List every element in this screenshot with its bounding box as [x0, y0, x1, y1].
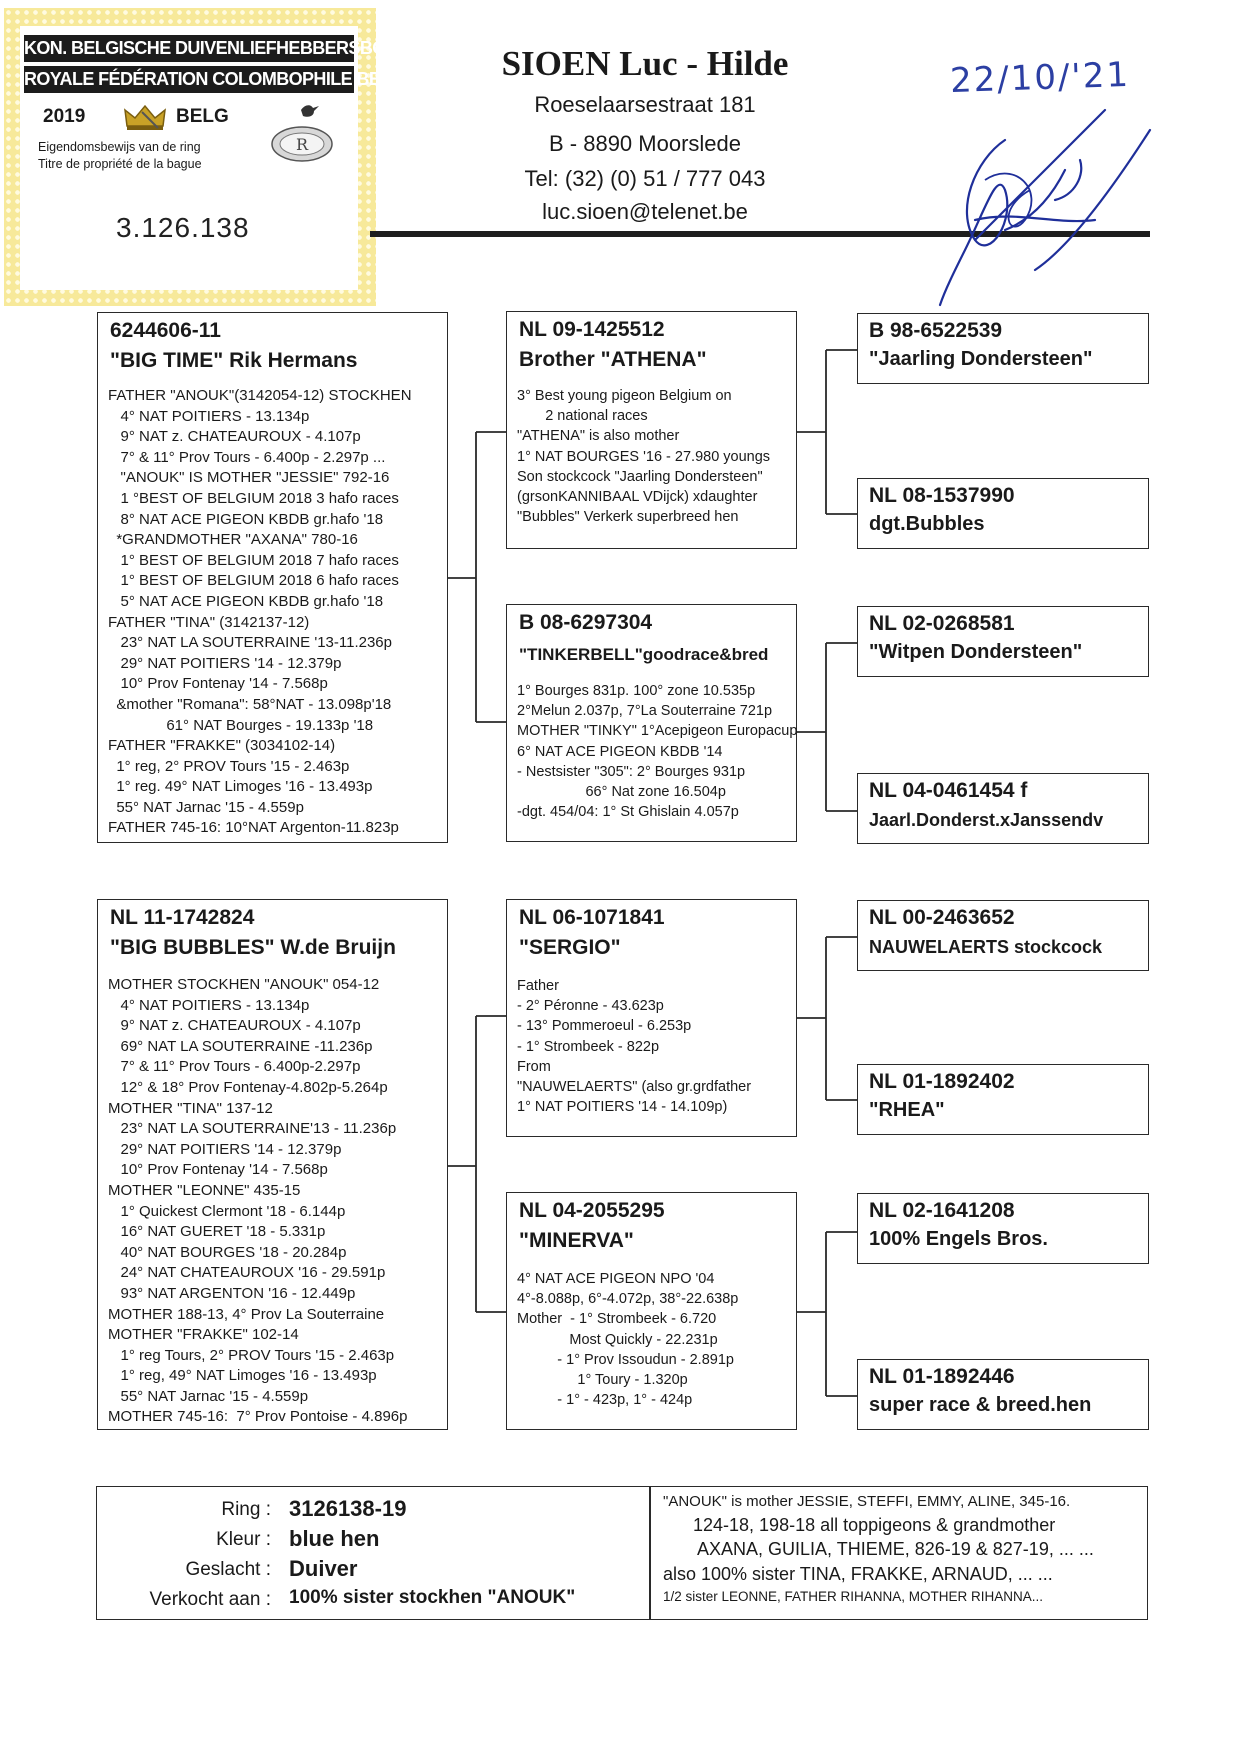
sire-dam-ring: B 08-6297304	[519, 611, 653, 634]
sire-ring: 6244606-11	[110, 319, 221, 342]
remark-line-2: 124-18, 198-18 all toppigeons & grandmother	[693, 1515, 1056, 1535]
dam-box	[97, 899, 448, 1430]
dam-dam-name: "MINERVA"	[519, 1229, 634, 1252]
dam-sire-sire-name: NAUWELAERTS stockcock	[869, 937, 1103, 957]
sire-sire-sire-name: "Jaarling Dondersteen"	[869, 348, 1093, 370]
dam-sire-box	[506, 899, 797, 1137]
sold-to-label: Verkocht aan :	[149, 1589, 271, 1610]
ring-value: 3126138-19	[289, 1496, 407, 1521]
sire-dam-dam-name: Jaarl.Donderst.xJanssendv	[869, 810, 1104, 830]
ring-label: Ring :	[221, 1499, 271, 1520]
dam-dam-dam-name: super race & breed.hen	[869, 1394, 1092, 1416]
federation-name-fr: ROYALE FÉDÉRATION COLOMBOPHILE BELGE	[24, 66, 354, 93]
sire-name: "BIG TIME" Rik Hermans	[110, 349, 358, 372]
dam-sire-ring: NL 06-1071841	[519, 906, 665, 929]
sire-sire-box	[506, 311, 797, 549]
owner-city: B - 8890 Moorslede	[549, 131, 741, 156]
dam-notes: MOTHER STOCKHEN "ANOUK" 054-12 4° NAT POITIERS - 13.134p 9° NAT z. CHATEAUROUX - 4.107p 69° NAT LA SOUTERRAINE -11.236p 7° & 11° Prov Tours - 6.400p-2.297p 12° & 18° Prov Fontenay-4.802p-5.264p MOTHER "TINA" 137-12 23° NAT LA SOUTERRAINE'13 - 11.236p 29° NAT POITIERS '14 - 12.379p 10° Prov Fontenay '14 - 7.568p MOTHER "LEONNE" 435-15 1° Quickest Clermont '18 - 6.144p 16° NAT GUERET '18 - 5.331p 40° NAT BOURGES '18 - 20.284p 24° NAT CHATEAUROUX '16 - 29.591p 93° NAT ARGENTON '16 - 12.449p MOTHER 188-13, 4° Prov La Souterraine MOTHER "FRAKKE" 102-14 1° reg Tours, 2° PROV Tours '15 - 2.463p 1° reg, 49° NAT Limoges '16 - 13.493p 55° NAT Jarnac '15 - 4.559p MOTHER 745-16: 7° Prov Pontoise - 4.896p	[108, 976, 408, 1426]
dam-dam-dam-ring: NL 01-1892446	[869, 1365, 1015, 1388]
dam-dam-box	[506, 1192, 797, 1430]
federation-name-nl: KON. BELGISCHE DUIVENLIEFHEBBERSBOND	[24, 35, 354, 62]
sire-sire-name: Brother "ATHENA"	[519, 348, 707, 371]
sex-value: Duiver	[289, 1556, 358, 1581]
dam-name: "BIG BUBBLES" W.de Bruijn	[110, 936, 396, 959]
sex-label: Geslacht :	[185, 1559, 271, 1580]
sire-dam-sire-name: "Witpen Dondersteen"	[869, 641, 1083, 663]
sire-dam-dam-box	[857, 773, 1149, 844]
sire-sire-sire-box	[857, 313, 1149, 384]
sire-sire-dam-box	[857, 478, 1149, 549]
dam-dam-sire-ring: NL 02-1641208	[869, 1199, 1015, 1222]
owner-street: Roeselaarsestraat 181	[534, 92, 756, 117]
remark-line-1: "ANOUK" is mother JESSIE, STEFFI, EMMY, ALINE, 345-16.	[663, 1493, 1071, 1510]
sire-dam-sire-ring: NL 02-0268581	[869, 612, 1015, 635]
sire-sire-notes: 3° Best young pigeon Belgium on 2 national races "ATHENA" is also mother 1° NAT BOURGES '16 - 27.980 youngs Son stockcock "Jaarling Dondersteen" (grsonKANNIBAAL VDijck) xdaughter "Bubbles" Verkerk superbreed hen	[517, 388, 771, 526]
bird-info-box	[96, 1486, 1148, 1620]
sire-dam-dam-ring: NL 04-0461454 f	[869, 779, 1028, 802]
dam-sire-sire-box	[857, 900, 1149, 971]
ownership-label-nl: Eigendomsbewijs van de ring	[38, 140, 201, 154]
dam-sire-dam-ring: NL 01-1892402	[869, 1070, 1015, 1093]
sold-to-value: 100% sister stockhen "ANOUK"	[289, 1587, 576, 1608]
sire-dam-sire-box	[857, 606, 1149, 677]
dam-sire-dam-box	[857, 1064, 1149, 1135]
dam-dam-sire-box	[857, 1193, 1149, 1264]
dam-sire-dam-name: "RHEA"	[869, 1099, 945, 1121]
dam-dam-sire-name: 100% Engels Bros.	[869, 1228, 1048, 1250]
handwritten-date: 22/10/'21	[949, 54, 1131, 102]
remark-line-4: also 100% sister TINA, FRAKKE, ARNAUD, ... ...	[663, 1564, 1053, 1584]
sire-box	[97, 312, 448, 843]
sire-sire-ring: NL 09-1425512	[519, 318, 665, 341]
remark-line-5: 1/2 sister LEONNE, FATHER RIHANNA, MOTHER RIHANNA...	[663, 1589, 1044, 1604]
remark-line-3: AXANA, GUILIA, THIEME, 826-19 & 827-19, ... ...	[697, 1539, 1094, 1559]
sire-sire-dam-ring: NL 08-1537990	[869, 484, 1015, 507]
color-value: blue hen	[289, 1526, 380, 1551]
dam-sire-name: "SERGIO"	[519, 936, 621, 959]
sire-dam-name: "TINKERBELL"goodrace&bred	[519, 645, 769, 664]
sire-dam-box	[506, 604, 797, 842]
sire-sire-sire-ring: B 98-6522539	[869, 319, 1003, 342]
svg-text:R: R	[295, 135, 309, 154]
sire-dam-notes: 1° Bourges 831p. 100° zone 10.535p 2°Melun 2.037p, 7°La Souterraine 721p MOTHER "TINKY" 1°Acepigeon Europacup 6° NAT ACE PIGEON KBDB '14 - Nestsister "305": 2° Bourges 931p 66° Nat zone 16.504p -dgt. 454/04: 1° St Ghislain 4.057p	[517, 683, 798, 821]
color-label: Kleur :	[216, 1529, 271, 1550]
ring-country: BELG	[176, 106, 229, 127]
dam-dam-dam-box	[857, 1359, 1149, 1430]
dam-dam-ring: NL 04-2055295	[519, 1199, 665, 1222]
ownership-label-fr: Titre de propriété de la bague	[38, 157, 202, 171]
certificate-ring-number: 3.126.138	[116, 212, 250, 243]
owner-phone: Tel: (32) (0) 51 / 777 043	[524, 166, 766, 191]
dam-sire-notes: Father - 2° Péronne - 43.623p - 13° Pommeroeul - 6.253p - 1° Strombeek - 822p From "NAUWELAERTS" (also gr.grdfather 1° NAT POITIERS '14 - 14.109p)	[517, 978, 752, 1116]
dam-ring: NL 11-1742824	[110, 906, 255, 929]
dam-dam-notes: 4° NAT ACE PIGEON NPO '04 4°-8.088p, 6°-4.072p, 38°-22.638p Mother - 1° Strombeek - 6.720 Most Quickly - 22.231p - 1° Prov Issoudun - 2.891p 1° Toury - 1.320p - 1° - 423p, 1° - 424p	[517, 1271, 739, 1409]
owner-email: luc.sioen@telenet.be	[542, 199, 748, 224]
owner-name: SIOEN Luc - Hilde	[501, 44, 789, 83]
sire-notes: FATHER "ANOUK"(3142054-12) STOCKHEN 4° NAT POITIERS - 13.134p 9° NAT z. CHATEAUROUX - 4.107p 7° & 11° Prov Tours - 6.400p - 2.297p ... "ANOUK" IS MOTHER "JESSIE" 792-16 1 °BEST OF BELGIUM 2018 3 hafo races 8° NAT ACE PIGEON KBDB gr.hafo '18 *GRANDMOTHER "AXANA" 780-16 1° BEST OF BELGIUM 2018 7 hafo races 1° BEST OF BELGIUM 2018 6 hafo races 5° NAT ACE PIGEON KBDB gr.hafo '18 FATHER "TINA" (3142137-12) 23° NAT LA SOUTERRAINE '13-11.236p 29° NAT POITIERS '14 - 12.379p 10° Prov Fontenay '14 - 7.568p &mother "Romana": 58°NAT - 13.098p'18 61° NAT Bourges - 19.133p '18 FATHER "FRAKKE" (3034102-14) 1° reg, 2° PROV Tours '15 - 2.463p 1° reg. 49° NAT Limoges '16 - 13.493p 55° NAT Jarnac '15 - 4.559p FATHER 745-16: 10°NAT Argenton-11.823p	[108, 387, 412, 837]
sire-sire-dam-name: dgt.Bubbles	[869, 513, 985, 535]
ring-year: 2019	[43, 106, 86, 127]
info-divider	[649, 1487, 651, 1619]
dam-sire-sire-ring: NL 00-2463652	[869, 906, 1015, 929]
